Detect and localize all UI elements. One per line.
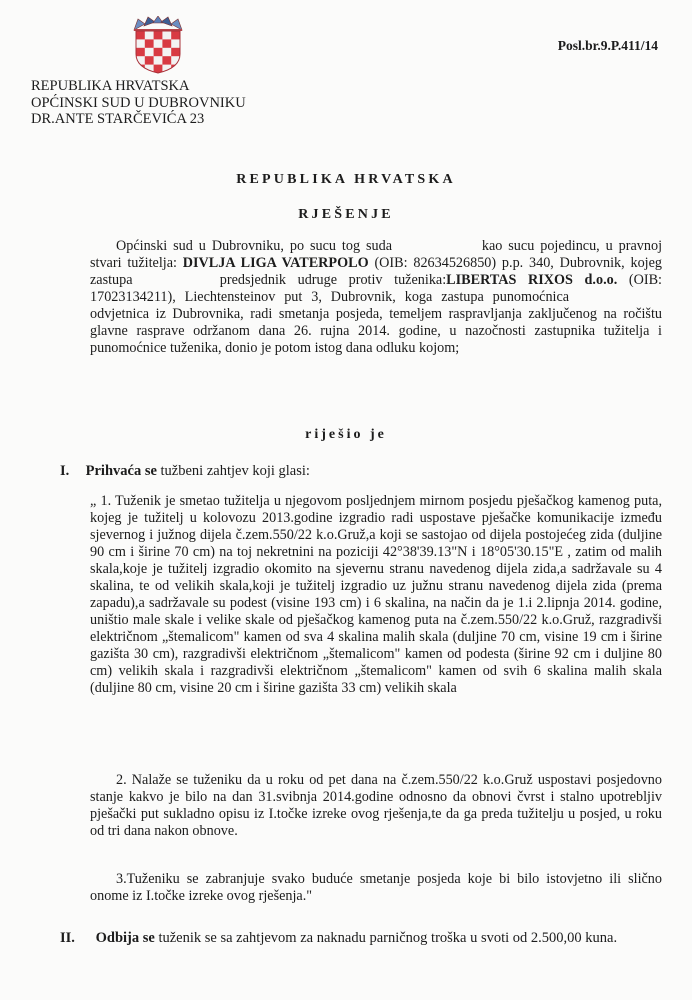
croatian-coat-of-arms-icon bbox=[130, 16, 186, 74]
claim-3-paragraph bbox=[90, 871, 662, 905]
plaintiff-name: DIVLJA LIGA VATERPOLO bbox=[182, 255, 369, 271]
title-country: REPUBLIKA HRVATSKA bbox=[236, 172, 456, 187]
intro-text-4: predsjednik udruge protiv tuženika: bbox=[219, 272, 447, 288]
defendant-name: LIBERTAS RIXOS d.o.o. bbox=[446, 272, 618, 288]
document-title: RJEŠENJE bbox=[298, 207, 394, 222]
intro-paragraph bbox=[90, 238, 662, 357]
intro-text-1: Općinski sud u Dubrovniku, po sucu tog suda bbox=[116, 238, 392, 254]
intro-text-5: (OIB: 17023134211), Liechtensteinov put 3, Dubrovnik, koga zastupa punomoćnica bbox=[90, 272, 662, 305]
ruling-heading: riješio je bbox=[305, 427, 387, 442]
section-1-bold: Prihvaća se bbox=[85, 463, 157, 479]
claim-2-text: 2. Nalaže se tuženiku da u roku od pet dana na č.zem.550/22 k.o.Gruž uspostavi posjedovno stanje kakvo je bilo na dan 31.svibnja 2014.godine odnosno da obnovi čvrst i stalno upotrebljiv pješački put sukladno opisu iz I.točke izreke ovog rješenja,te da ga preda tužitelju u posjed, u roku od tri dana nakon obnove. bbox=[90, 772, 662, 839]
section-1-heading bbox=[60, 463, 310, 480]
intro-text-6: odvjetnica iz Dubrovnika, radi smetanja posjeda, temeljem raspravljanja zaključenog na ročištu glavne rasprave održanom dana 26. rujna 2014. godine, u nazočnosti zastupnika tužitelja i punomoćnice tuženika, donio je potom istog dana odluku kojom; bbox=[90, 306, 662, 356]
section-2-bold: Odbija se bbox=[95, 930, 155, 946]
section-1-numeral: I. bbox=[60, 463, 70, 479]
claim-1-paragraph: „ 1. Tuženik je smetao tužitelja u njegovom posljednjem mirnom posjedu pješačkog kamenog puta, kojeg je tužitelj u kolovozu 2013.godine izgradio radi uspostave pješačke komunikacije između sjevernog i južnog dijela č.zem.550/22 k.o.Gruž,a koji se sastojao od dijela postojećeg zida (duljine 90 cm i širine 70 cm) na toj nekretnini na poziciji 42°38'39.13"N i 18°05'30.15"E , zatim od malih skala,koje je tužitelj izgradio okomito na sjevernu stranu navedenog dijela zida,a sadržavale su 4 skalina, te od velikih skala,koji je tužitelj izgradio uz južnu stranu navedenog dijela zida (prema zapadu),a sadržavale su podest (visine 193 cm) i 6 skalina, na način da je 1.i 2.lipnja 2014. godine, uništio male skale i velike skale od pješačkog kamenog puta na č.zem.550/22 k.o.Gruž, razgradivši električnom „štemalicom" kamen od sva 4 skalina malih skala (duljine 70 cm, visine 19 cm i širine gazišta 30 cm), razgradivši električnom „štemalicom" kamen od podesta (širine 92 cm i duljine 80 cm) velikih skala i razgradivši električnom „štemalicom" kamen od svih 6 skalina malih skala (duljine 80 cm, visine 20 cm i širine gazišta 33 cm) velikih skala bbox=[90, 493, 662, 696]
claim-3-text: 3.Tuženiku se zabranjuje svako buduće smetanje posjeda koje bi bilo istovjetno ili slično onome iz I.točke izreke ovog rješenja." bbox=[90, 871, 662, 904]
court-header bbox=[31, 78, 246, 128]
header-country: REPUBLIKA HRVATSKA bbox=[31, 78, 190, 94]
section-2-numeral: II. bbox=[60, 930, 75, 946]
section-2-text: tuženik se sa zahtjevom za naknadu parničnog troška u svoti od 2.500,00 kuna. bbox=[158, 930, 618, 946]
intro-text-2: kao sucu pojedincu, u pravnoj stvari tužitelja: bbox=[90, 238, 663, 271]
case-number: Posl.br.9.P.411/14 bbox=[557, 38, 658, 53]
claim-2-paragraph bbox=[90, 772, 662, 840]
intro-text-3: (OIB: 82634526850) p.p. 340, Dubrovnik, kojeg zastupa bbox=[90, 255, 662, 288]
header-court-address: DR.ANTE STARČEVIĆA 23 bbox=[31, 111, 205, 127]
header-court-name: OPĆINSKI SUD U DUBROVNIKU bbox=[31, 94, 246, 111]
section-2-paragraph bbox=[60, 928, 662, 948]
section-1-text: tužbeni zahtjev koji glasi: bbox=[160, 463, 310, 479]
